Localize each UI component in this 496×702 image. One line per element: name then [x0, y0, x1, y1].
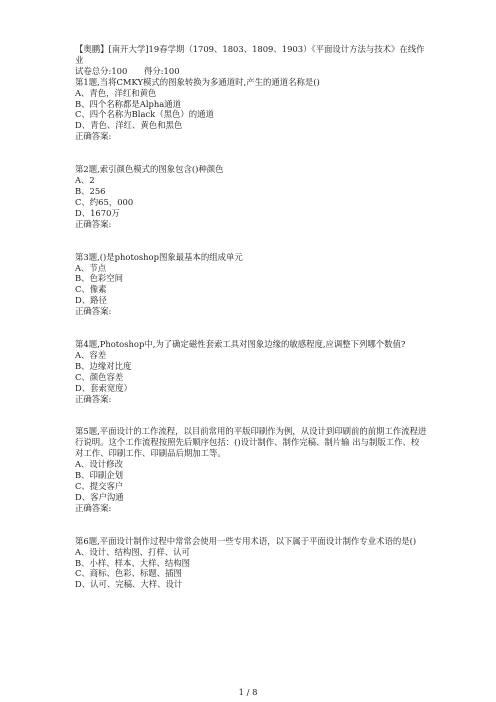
document-title: 【奥鹏】[南开大学]19春学期（1709、1803、1809、1903）《平面设计方法与技术》在线作业: [75, 44, 425, 65]
option-d: D、客户沟通: [75, 491, 124, 502]
option-b: B、色彩空间: [75, 273, 124, 284]
option-b: B、边缘对比度: [75, 360, 132, 371]
option-b: B、印刷企划: [75, 470, 124, 481]
answer-label: 正确答案:: [75, 218, 112, 229]
option-d: D、1670万: [75, 207, 120, 218]
option-b: B、四个名称都是Alpha通道: [75, 98, 182, 109]
option-a: A、容差: [75, 349, 107, 360]
document-page: [75, 44, 427, 590]
option-b: B、256: [75, 185, 106, 196]
question-stem: 第6题,平面设计制作过程中常常会使用一些专用术语，以下属于平面设计制作专业术语的是(): [75, 535, 417, 546]
page-number: 1 / 8: [238, 687, 258, 697]
option-d: D、认可、完稿、大样、设计: [75, 579, 183, 590]
option-a: A、2: [75, 175, 95, 186]
option-c: C、约65，000: [75, 196, 134, 207]
score-line: [75, 66, 427, 77]
obtained-score: 得分:100: [143, 65, 180, 76]
option-a: A、设计、结构图、打样、认可: [75, 546, 190, 557]
option-d: D、路径: [75, 295, 107, 306]
question-stem: 第3题,()是photoshop图象最基本的组成单元: [75, 251, 243, 262]
question-3: [75, 252, 427, 317]
total-score: 试卷总分:100: [75, 65, 128, 76]
question-stem: 第4题,Photoshop中,为了确定磁性套索工具对图象边缘的敏感程度,应调整下列哪个数值?: [75, 339, 406, 350]
option-c: C、颜色容差: [75, 371, 124, 382]
question-stem: 第1题,当将CMKY模式的图象转换为多通道时,产生的通道名称是(): [75, 76, 320, 87]
question-4: [75, 339, 427, 404]
option-d: D、套索宽度）: [75, 382, 132, 393]
question-stem: 第2题,索引颜色模式的图象包含()种颜色: [75, 164, 224, 175]
option-c: C、四个名称为Black（黑色）的通道: [75, 109, 214, 120]
question-5: [75, 426, 427, 513]
option-a: A、设计修改: [75, 459, 123, 470]
option-c: C、像素: [75, 284, 107, 295]
answer-label: 正确答案:: [75, 306, 112, 317]
option-a: A、节点: [75, 262, 107, 273]
option-d: D、青色、洋红、黄色和黑色: [75, 120, 183, 131]
answer-label: 正确答案:: [75, 131, 112, 142]
option-a: A、青色，洋红和黄色: [75, 87, 157, 98]
answer-label: 正确答案:: [75, 393, 112, 404]
question-stem: 第5题,平面设计的工作流程，以目前常用的平版印刷作为例，从设计到印刷前的前期工作流程进行说明。这个工作流程按照先后顺序包括：()设计制作、制作完稿、制片输 出与制版工作、校对工作、印刷工作、印刷品后期加工等。: [75, 426, 427, 459]
question-1: [75, 77, 427, 142]
option-c: C、商标、色彩、标题、插图: [75, 568, 182, 579]
option-c: C、提交客户: [75, 481, 124, 491]
question-2: [75, 164, 427, 229]
answer-label: 正确答案:: [75, 502, 112, 513]
option-b: B、小样、样本、大样、结构图: [75, 557, 191, 568]
question-6: [75, 536, 427, 591]
